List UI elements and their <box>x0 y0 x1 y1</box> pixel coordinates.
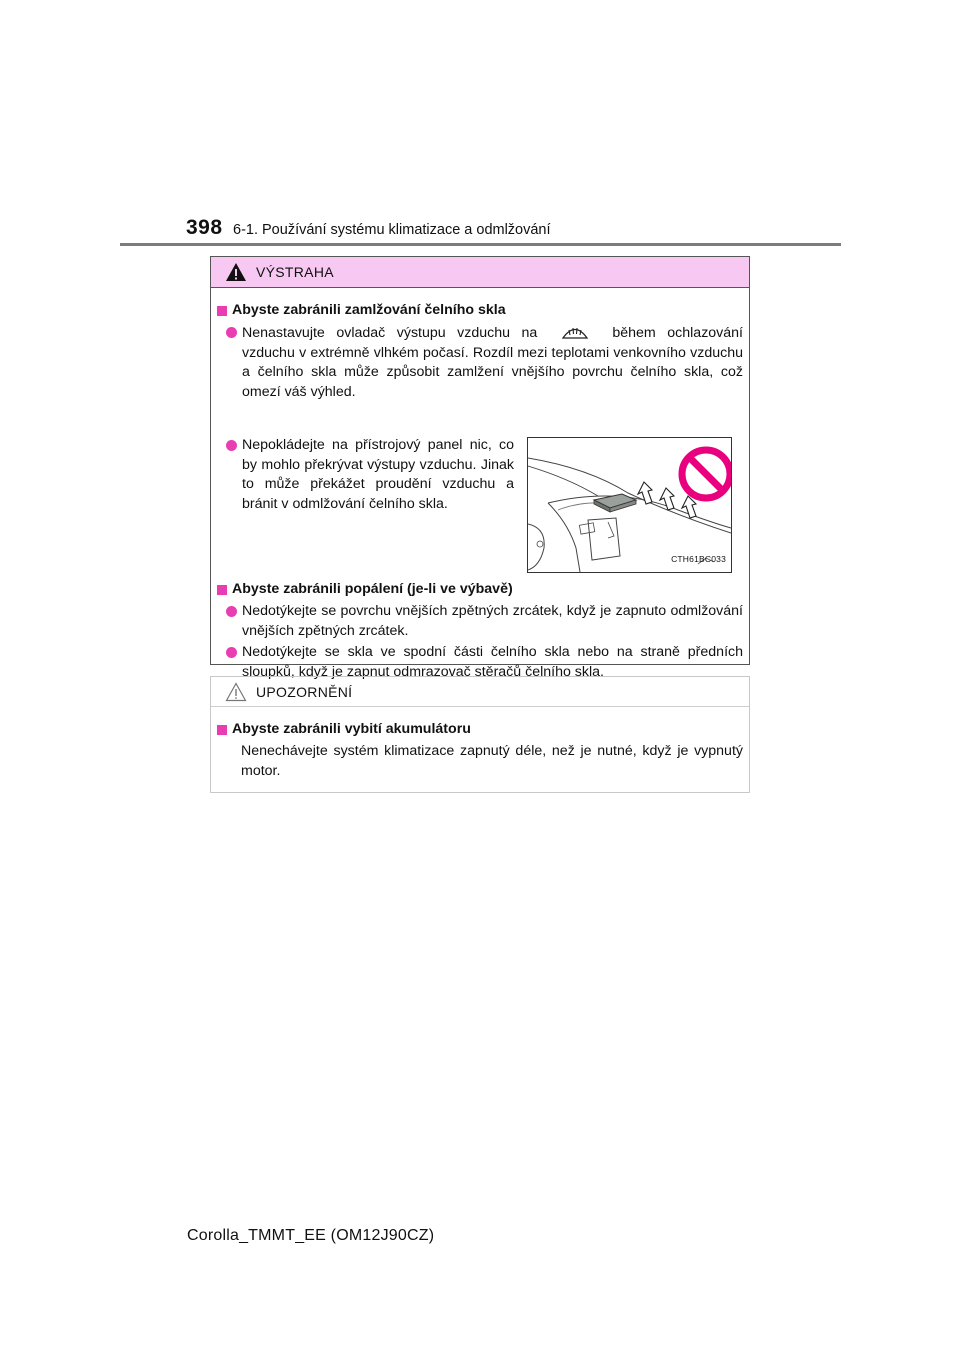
page-header <box>0 0 960 250</box>
bullet-text: během ochlazování vzduchu v extrémně vlhkém počasí. Rozdíl mezi teplotami venkovního vzduchu a čelního skla může způsobit zamlžení vnějšího povrchu čelního skla, což omezí váš výhled. <box>242 325 743 400</box>
dashboard-illustration <box>527 437 732 573</box>
page-footer: Corolla_TMMT_EE (OM12J90CZ) <box>187 1227 435 1244</box>
prohibition-sign-icon <box>682 450 730 498</box>
warning-box <box>210 256 750 680</box>
bullet-dot-icon <box>226 647 237 658</box>
section-title: Abyste zabránili vybití akumulátoru <box>217 720 471 740</box>
warning-header <box>211 257 749 288</box>
bullet-text: Nedotýkejte se skla ve spodní části čelního skla nebo na straně předních sloupků, když je zapnut odmrazovač stěračů čelního skla. <box>242 644 743 680</box>
section-square-icon <box>217 306 227 316</box>
notice-title: UPOZORNĚNÍ <box>256 683 353 700</box>
page-number: 398 <box>186 216 223 239</box>
bullet-dot-icon <box>226 440 237 451</box>
section-title: Abyste zabránili popálení (je-li ve výbavě) <box>217 580 513 600</box>
list-item <box>225 602 743 641</box>
warning-title: VÝSTRAHA <box>256 264 334 280</box>
list-item <box>225 323 743 402</box>
bullet-text: Nepokládejte na přístrojový panel nic, co by mohlo překrývat výstupy vzduchu. Jinak to může překážet proudění vzduchu a bránit v odmlžování čelního skla. <box>242 437 514 512</box>
section-title: Abyste zabránili zamlžování čelního skla <box>217 301 506 321</box>
section-square-icon <box>217 585 227 595</box>
bullet-text: Nedotýkejte se povrchu vnějších zpětných zrcátek, když je zapnuto odmlžování vnějších zpětných zrcátek. <box>242 603 743 639</box>
warning-triangle-filled-icon <box>225 262 247 282</box>
bullet-dot-icon <box>226 327 237 338</box>
notice-box <box>210 676 750 793</box>
notice-header <box>211 677 749 707</box>
bullet-text: Nenastavujte ovladač výstupu vzduchu na <box>242 325 538 341</box>
header-divider <box>120 243 841 246</box>
notice-text: Nenechávejte systém klimatizace zapnutý déle, než je nutné, když je vypnutý motor. <box>241 743 743 779</box>
bullet-dot-icon <box>226 606 237 617</box>
figure-code: CTH61BC033 <box>671 553 726 564</box>
section-square-icon <box>217 725 227 735</box>
chapter-title: 6-1. Používání systému klimatizace a odmlžování <box>233 222 551 238</box>
list-item <box>225 436 514 514</box>
windshield-defog-icon <box>549 323 601 341</box>
warning-triangle-outline-icon <box>225 682 247 702</box>
